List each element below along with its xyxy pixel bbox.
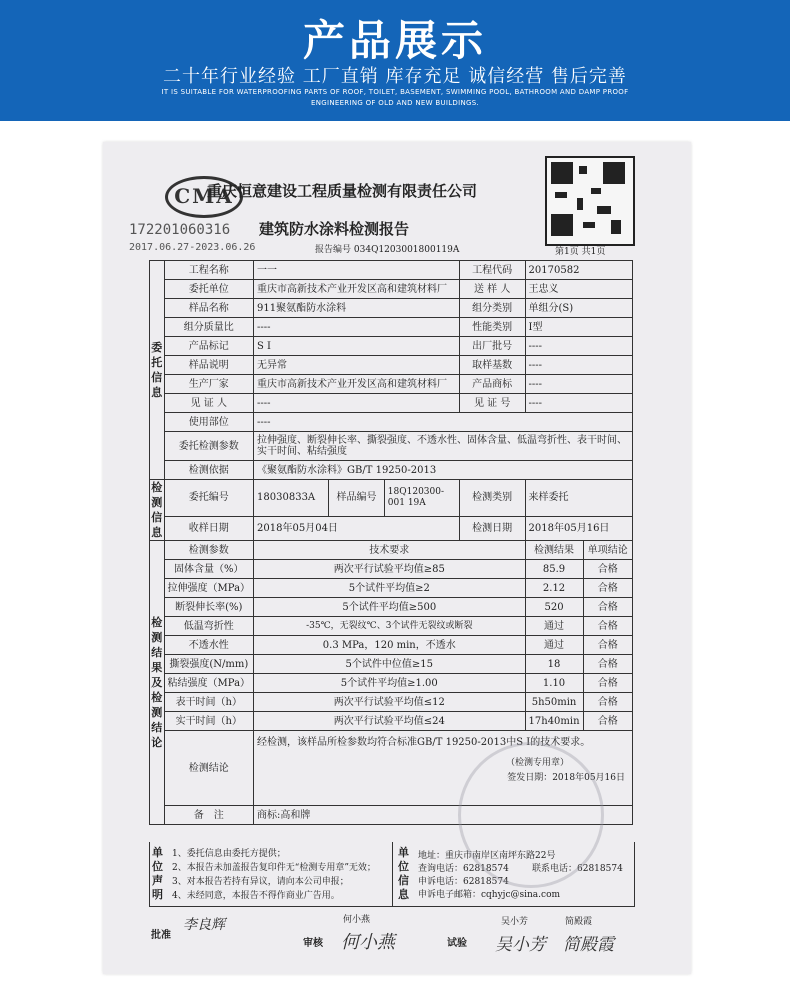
report-number [315,242,459,255]
row-value: S I [254,337,460,356]
row-label: 取样基数 [459,356,525,375]
test-params-value: 拉伸强度、断裂伸长率、撕裂强度、不透水性、固体含量、低温弯折性、表干时间、实干时间、粘结强度 [254,432,633,461]
banner-title: 产品展示 [302,16,487,65]
row-value: 20170582 [525,261,632,280]
note-item: 4、未经同意，本报告不得作商业广告用。 [172,891,340,901]
result-conclusion: 合格 [583,712,632,731]
section-commission: 委托信息 [150,261,165,480]
table-row [150,693,633,712]
conclusion-label: 检测结论 [164,731,253,806]
entrust-no-value: 18030833A [254,480,329,517]
result-param: 实干时间（h） [164,712,253,731]
report-table [149,260,633,825]
result-value: 5h50min [525,693,583,712]
review-signature: 何小燕 [341,932,395,953]
row-label: 产品商标 [459,375,525,394]
result-value: 17h40min [525,712,583,731]
result-requirement: 5个试件平均值≥2 [254,579,526,598]
test-basis-label: 检测依据 [164,461,253,480]
divider [392,842,393,906]
result-requirement: 两次平行试验平均值≥85 [254,560,526,579]
result-requirement: 两次平行试验平均值≤24 [254,712,526,731]
conclusion-stamp-text: （检测专用章） [505,758,569,768]
tester-signatures: 吴小芳 简殿霞 [495,935,614,955]
note-item: 1、委托信息由委托方提供； [172,849,286,859]
unit-email: 申诉电子邮箱：cqhyjc@sina.com [418,890,561,900]
tester-name-2: 简殿霞 [565,917,593,927]
user-dept-value: ---- [254,413,633,432]
report-title: 建筑防水涂料检测报告 [259,220,410,238]
row-label: 送 样 人 [459,280,525,299]
approve-signature: 李良辉 [183,917,225,933]
row-label: 产品标记 [164,337,253,356]
result-requirement: 5个试件平均值≥500 [254,598,526,617]
test-params-label: 委托检测参数 [164,432,253,461]
result-conclusion: 合格 [583,598,632,617]
result-conclusion: 合格 [583,579,632,598]
result-value: 通过 [525,636,583,655]
table-row [150,413,633,432]
cert-validity: 2017.06.27-2023.06.26 [129,242,256,253]
row-label: 见 证 人 [164,394,253,413]
row-value: 无异常 [254,356,460,375]
column-header: 技术要求 [254,541,526,560]
banner-subtitle: 二十年行业经验 工厂直销 库存充足 诚信经营 售后完善 [163,66,627,87]
table-row [150,432,633,461]
row-value: ---- [525,375,632,394]
table-row [150,674,633,693]
result-conclusion: 合格 [583,560,632,579]
result-value: 1.10 [525,674,583,693]
banner-english-line1: IT IS SUITABLE FOR WATERPROOFING PARTS OF ROOF, TOILET, BASEMENT, SWIMMING POOL, BATHROOM AND DAMP PROOF [161,88,629,96]
table-row [150,516,633,540]
result-conclusion: 合格 [583,636,632,655]
test-basis-value: 《聚氨酯防水涂料》GB/T 19250-2013 [254,461,633,480]
unit-contact: 联系电话：62818574 [532,864,623,874]
section-results: 检测结果及检测结论 [150,541,165,825]
result-requirement: 5个试件中位值≥15 [254,655,526,674]
test-type-value: 来样委托 [525,480,632,517]
cma-logo: CMA [165,176,243,218]
result-value: 2.12 [525,579,583,598]
table-row [150,712,633,731]
row-value: 911聚氨酯防水涂料 [254,299,460,318]
row-value: 王忠义 [525,280,632,299]
column-header: 检测结果 [525,541,583,560]
receive-date-label: 收样日期 [164,516,253,540]
table-row [150,280,633,299]
receive-date-value: 2018年05月04日 [254,516,460,540]
row-value: 重庆市高新技术产业开发区高和建筑材料厂 [254,280,460,299]
result-requirement: 0.3 MPa，120 min，不透水 [254,636,526,655]
user-dept-label: 使用部位 [164,413,253,432]
result-requirement: -35℃，无裂纹℃、3个试件无裂纹或断裂 [254,617,526,636]
row-label: 出厂批号 [459,337,525,356]
table-row [150,655,633,674]
table-row [150,261,633,280]
remark-label: 备 注 [164,806,253,825]
row-value: 单组分(S) [525,299,632,318]
cert-number: 172201060316 [129,222,231,238]
page-info: 第1页 共1页 [555,247,606,257]
result-value: 18 [525,655,583,674]
table-row [150,617,633,636]
section-test-info: 检测信息 [151,481,163,539]
banner-english-text [120,87,670,109]
table-row [150,560,633,579]
row-label: 工程代码 [459,261,525,280]
result-value: 85.9 [525,560,583,579]
result-conclusion: 合格 [583,617,632,636]
result-param: 撕裂强度(N/mm) [164,655,253,674]
column-header: 检测参数 [164,541,253,560]
note-item: 2、本报告未加盖报告复印件无“检测专用章”无效； [172,863,376,873]
result-conclusion: 合格 [583,693,632,712]
row-label: 工程名称 [164,261,253,280]
test-date-value: 2018年05月16日 [525,516,632,540]
table-row [150,337,633,356]
test-type-label: 检测类别 [459,480,525,517]
remark-value: 商标:高和牌 [254,806,633,825]
result-value: 520 [525,598,583,617]
report-number-value: 034Q1203001800119A [353,245,460,255]
table-row [150,375,633,394]
result-param: 粘结强度（MPa） [164,674,253,693]
table-row [150,394,633,413]
row-value: ---- [525,356,632,375]
row-label: 见 证 号 [459,394,525,413]
result-param: 拉伸强度（MPa） [164,579,253,598]
conclusion-text: 经检测，该样品所检参数均符合标准GB/T 19250-2013中S I的技术要求。 [257,737,591,748]
note-item: 3、对本报告若持有异议，请向本公司申报； [172,877,349,887]
row-label: 样品说明 [164,356,253,375]
result-param: 固体含量（%） [164,560,253,579]
qr-code-icon [545,156,635,246]
row-value: ---- [254,394,460,413]
test-report-document [103,142,691,974]
table-row [150,480,633,517]
approve-label: 批准 [151,930,171,941]
result-param: 不透水性 [164,636,253,655]
review-name: 何小燕 [343,915,371,925]
unit-phone: 查询电话：62818574 [418,864,509,874]
unit-address: 地址：重庆市南岸区南坪东路22号 [418,851,556,861]
result-param: 表干时间（h） [164,693,253,712]
row-value: 重庆市高新技术产业开发区高和建筑材料厂 [254,375,460,394]
result-requirement: 5个试件平均值≥1.00 [254,674,526,693]
row-value: ---- [525,394,632,413]
sample-no-value: 18Q120300-001 19A [384,480,459,517]
table-row [150,318,633,337]
review-label: 审核 [303,938,323,949]
result-conclusion: 合格 [583,674,632,693]
report-number-label: 报告编号 [315,245,352,255]
sample-no-label: 样品编号 [329,480,385,517]
result-requirement: 两次平行试验平均值≤12 [254,693,526,712]
column-header: 单项结论 [583,541,632,560]
result-conclusion: 合格 [583,655,632,674]
row-value: ---- [525,337,632,356]
row-label: 生产厂家 [164,375,253,394]
result-param: 低温弯折性 [164,617,253,636]
row-label: 委托单位 [164,280,253,299]
table-row [150,636,633,655]
table-row [150,461,633,480]
row-value: ---- [254,318,460,337]
result-value: 通过 [525,617,583,636]
unit-label: 单位信息 [398,846,409,901]
row-value: I型 [525,318,632,337]
top-banner [0,0,790,121]
row-value: 一一 [254,261,460,280]
unit-complaint-phone: 申诉电话：62818574 [418,877,509,887]
table-header-row [150,541,633,560]
table-row [150,356,633,375]
company-name: 重庆恒意建设工程质量检测有限责任公司 [207,182,478,200]
row-label: 性能类别 [459,318,525,337]
entrust-no-label: 委托编号 [164,480,253,517]
table-row [150,598,633,617]
test-label: 试验 [447,938,467,949]
row-label: 组分类别 [459,299,525,318]
tester-name-1: 吴小芳 [501,917,529,927]
row-label: 组分质量比 [164,318,253,337]
table-row [150,299,633,318]
inspection-seal [458,742,604,888]
banner-english-line2: ENGINEERING OF OLD AND NEW BUILDINGS. [310,99,480,107]
result-param: 断裂伸长率(%) [164,598,253,617]
test-date-label: 检测日期 [459,516,525,540]
conclusion-date: 签发日期：2018年05月16日 [507,773,625,783]
notes-label: 单位声明 [152,846,163,901]
row-label: 样品名称 [164,299,253,318]
table-row [150,579,633,598]
